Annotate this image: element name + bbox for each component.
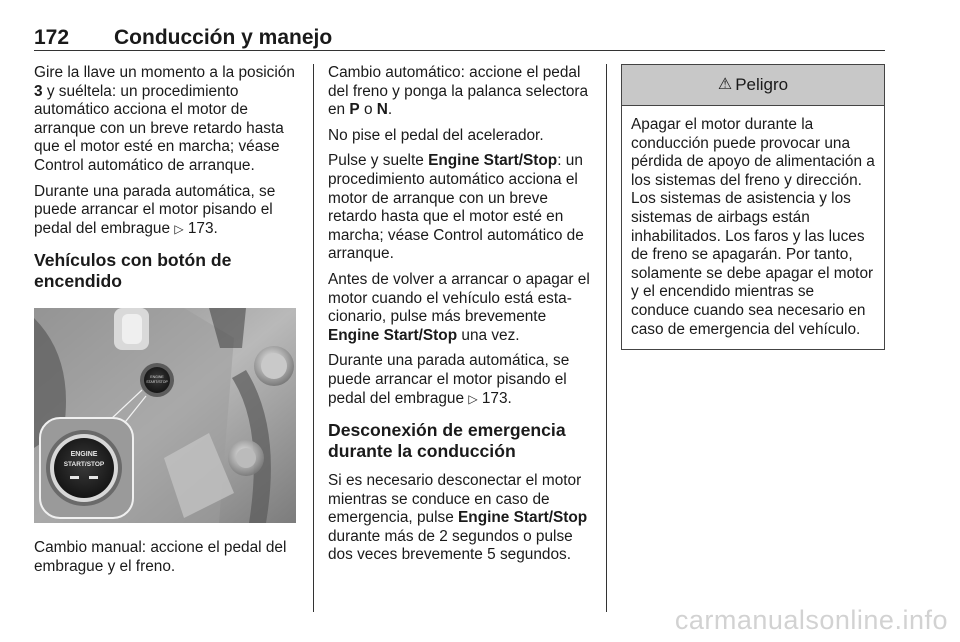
warning-triangle-icon: ⚠	[717, 75, 733, 93]
column-divider	[313, 64, 314, 612]
page-reference-link[interactable]: 173.	[481, 389, 512, 407]
page-reference-icon: ▷	[174, 221, 184, 236]
paragraph: Durante una parada automática, se puede arrancar el motor pisando el pedal del embrague ▷ 173.	[34, 182, 276, 237]
paragraph: Pulse y suelte Engine Start/Stop: un procedimiento automático acciona el motor de arranque con un breve retardo hasta que el motor esté en marcha; véase Control automático de arranque.	[328, 152, 584, 263]
paragraph: Cambio manual: accione el pedal del embrague y el freno.	[34, 539, 287, 575]
column-3	[621, 64, 885, 350]
column-divider	[606, 64, 607, 612]
warning-header	[622, 65, 884, 106]
paragraph: Gire la llave un momento a la posición 3 y suéltela: un procedimiento automático acciona el motor de arranque con un breve retardo hasta que el motor esté en marcha; véase Control automático de arranque.	[34, 64, 295, 174]
small-button-label: START/STOP	[146, 380, 168, 385]
chapter-title: Conducción y manejo	[114, 26, 333, 49]
paragraph: Si es necesario desconectar el motor mientras se conduce en caso de emergencia, pulse Engine Start/Stop durante más de 2 segundos o pulse dos veces brevemente 5 segundos.	[328, 472, 588, 564]
page-number: 172	[34, 26, 70, 49]
start-stop-button-label: START/STOP	[63, 461, 105, 469]
column-2	[328, 64, 593, 572]
warning-box	[621, 64, 885, 350]
page-reference-link[interactable]: 173.	[187, 219, 218, 237]
watermark: carmanualsonline.info	[674, 605, 948, 635]
page-reference-icon: ▷	[468, 391, 478, 406]
warning-body	[622, 106, 884, 349]
paragraph: Antes de volver a arrancar o apagar el motor cuando el vehículo está estacionario, pulse más brevemente Engine Start/Stop una vez.	[328, 270, 590, 344]
small-button-label: ENGINE	[150, 375, 164, 380]
paragraph: Durante una parada automática, se puede arrancar el motor pisando el pedal del embrague ▷ 173.	[328, 352, 570, 407]
warning-title: Peligro	[735, 74, 789, 94]
section-heading: Vehículos con botón de encendido	[34, 250, 232, 292]
start-stop-button-label: ENGINE	[70, 451, 98, 459]
section-heading: Desconexión de emergencia durante la conducción	[328, 420, 566, 462]
page-header	[34, 26, 885, 52]
header-rule	[34, 50, 885, 51]
paragraph: Cambio automático: accione el pedal del freno y ponga la palanca selectora en P o N.	[328, 64, 589, 119]
warning-text: Apagar el motor durante la conducción puede provocar una pérdida de apoyo de alimentación a los sistemas del freno y dirección. Los sistemas de asistencia y los sistemas de airbags están inhabilitados. Los faros y las luces de freno se apagarán. Por tanto, solamente se debe apagar el motor y el encendido mientras se conduce cuando sea necesario en caso de emergencia del vehículo.	[631, 116, 875, 338]
column-1	[34, 64, 296, 584]
engine-start-stop-photo	[34, 308, 296, 523]
paragraph: No pise el pedal del acelerador.	[328, 126, 544, 144]
